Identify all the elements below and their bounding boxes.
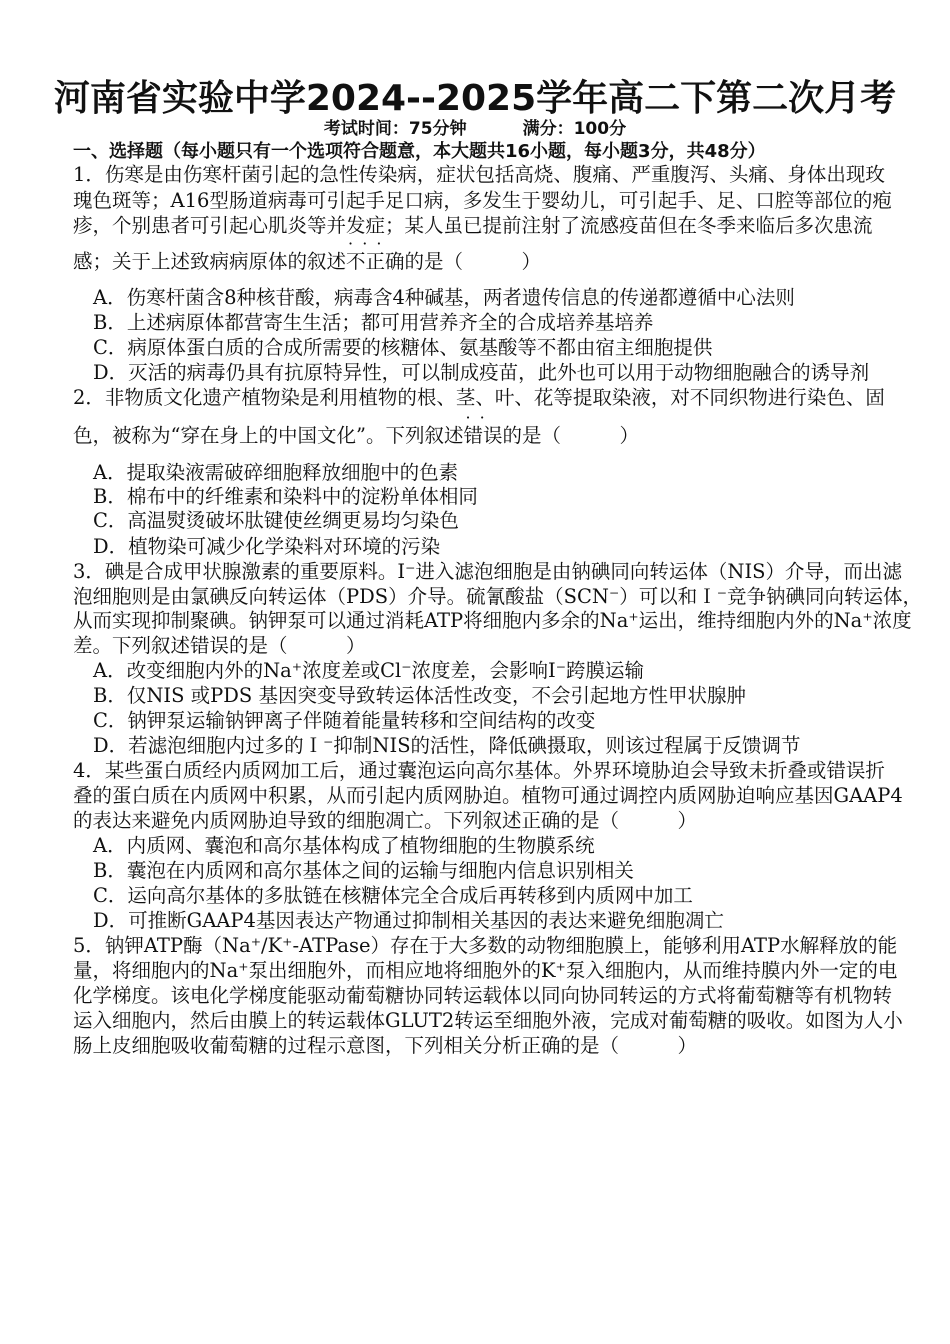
option-a: A．提取染液需破碎细胞释放细胞中的色素 xyxy=(93,461,459,484)
option-c: C．钠钾泵运输钠钾离子伴随着能量转移和空间结构的改变 xyxy=(93,709,596,732)
question-text: 2．非物质文化遗产植物染是利用植物的根、茎、叶、花等提取染液，对不同织物进行染色、固 xyxy=(73,386,885,409)
exam-score: 满分：100分 xyxy=(522,119,627,139)
option-d: D．若滤泡细胞内过多的Ｉ⁻抑制NIS的活性，降低碘摄取，则该过程属于反馈调节 xyxy=(93,734,801,757)
text: 感；关于上述致病病原体的叙述 xyxy=(73,250,347,273)
section-heading: 一、选择题（每小题只有一个选项符合题意，本大题共16小题，每小题3分，共48分） xyxy=(73,141,766,162)
question-text: 化学梯度。该电化学梯度能驱动葡萄糖协同转运载体以同向协同转运的方式将葡萄糖等有机物转 xyxy=(73,984,893,1007)
text: 的是（ ） xyxy=(502,424,639,447)
question-text xyxy=(73,250,541,274)
option-a: A．改变细胞内外的Na⁺浓度差或Cl⁻浓度差，会影响I⁻跨膜运输 xyxy=(93,659,645,682)
question-text: 差。下列叙述错误的是（ ） xyxy=(73,634,366,657)
option-c: C．高温熨烫破坏肽键使丝绸更易均匀染色 xyxy=(93,509,459,532)
exam-title: 河南省实验中学2024--2025学年高二下第二次月考 xyxy=(53,78,897,119)
question-text: 的表达来避免内质网胁迫导致的细胞凋亡。下列叙述正确的是（ ） xyxy=(73,809,698,832)
question-text: 瑰色斑等；A16型肠道病毒可引起手足口病，多发生于婴幼儿，可引起手、足、口腔等部位的疱 xyxy=(73,189,892,212)
option-b: B．棉布中的纤维素和染料中的淀粉单体相同 xyxy=(93,485,478,508)
emphasized-text: · · 错误 xyxy=(463,424,502,447)
text: 的是（ ） xyxy=(404,250,542,273)
option-c: C．病原体蛋白质的合成所需要的核糖体、氨基酸等不都由宿主细胞提供 xyxy=(93,336,713,359)
question-text xyxy=(73,424,639,448)
question-text: 从而实现抑制聚碘。钠钾泵可以通过消耗ATP将细胞内多余的Na⁺运出，维持细胞内外的Na⁺浓度 xyxy=(73,609,912,632)
option-b: B．仅NIS 或PDS 基因突变导致转运体活性改变，不会引起地方性甲状腺肿 xyxy=(93,684,746,707)
exam-time: 考试时间：75分钟 xyxy=(323,119,467,139)
option-b: B．上述病原体都营寄生生活；都可用营养齐全的合成培养基培养 xyxy=(93,311,654,334)
question-text: 4．某些蛋白质经内质网加工后，通过囊泡运向高尔基体。外界环境胁迫会导致未折叠或错误折 xyxy=(73,759,885,782)
option-d: D．灭活的病毒仍具有抗原特异性，可以制成疫苗，此外也可以用于动物细胞融合的诱导剂 xyxy=(93,361,870,384)
question-text: 叠的蛋白质在内质网中积累，从而引起内质网胁迫。植物可通过调控内质网胁迫响应基因GAAP4 xyxy=(73,784,903,807)
option-c: C．运向高尔基体的多肽链在核糖体完全合成后再转移到内质网中加工 xyxy=(93,884,693,907)
question-text: 运入细胞内，然后由膜上的转运载体GLUT2转运至细胞外液，完成对葡萄糖的吸收。如图为人小 xyxy=(73,1009,903,1032)
question-text: 5．钠钾ATP酶（Na⁺/K⁺-ATPase）存在于大多数的动物细胞膜上，能够利用ATP水解释放的能 xyxy=(73,934,898,957)
option-b: B．囊泡在内质网和高尔基体之间的运输与细胞内信息识别相关 xyxy=(93,859,634,882)
exam-info xyxy=(0,114,950,139)
emphasized-text: · · · 不正确 xyxy=(346,250,405,273)
option-a: A．内质网、囊泡和高尔基体构成了植物细胞的生物膜系统 xyxy=(93,834,595,857)
question-text: 泡细胞则是由氯碘反向转运体（PDS）介导。硫氰酸盐（SCN⁻）可以和Ｉ⁻竞争钠碘同向转运体， xyxy=(73,585,923,608)
question-text: 3．碘是合成甲状腺激素的重要原料。I⁻进入滤泡细胞是由钠碘同向转运体（NIS）介导，而出滤 xyxy=(73,560,903,583)
option-d: D．植物染可减少化学染料对环境的污染 xyxy=(93,535,441,558)
question-text: 量，将细胞内的Na⁺泵出细胞外，而相应地将细胞外的K⁺泵入细胞内，从而维持膜内外一定的电 xyxy=(73,959,898,982)
text: 色，被称为“穿在身上的中国文化”。下列叙述 xyxy=(73,424,464,447)
question-text: 疹，个别患者可引起心肌炎等并发症；某人虽已提前注射了流感疫苗但在冬季来临后多次患流 xyxy=(73,214,873,237)
question-text: 肠上皮细胞吸收葡萄糖的过程示意图，下列相关分析正确的是（ ） xyxy=(73,1034,698,1057)
option-d: D．可推断GAAP4基因表达产物通过抑制相关基因的表达来避免细胞凋亡 xyxy=(93,909,724,932)
question-text: 1．伤寒是由伤寒杆菌引起的急性传染病，症状包括高烧、腹痛、严重腹泻、头痛、身体出现玫 xyxy=(73,163,885,186)
option-a: A．伤寒杆菌含8种核苷酸，病毒含4种碱基，两者遗传信息的传递都遵循中心法则 xyxy=(93,286,795,309)
